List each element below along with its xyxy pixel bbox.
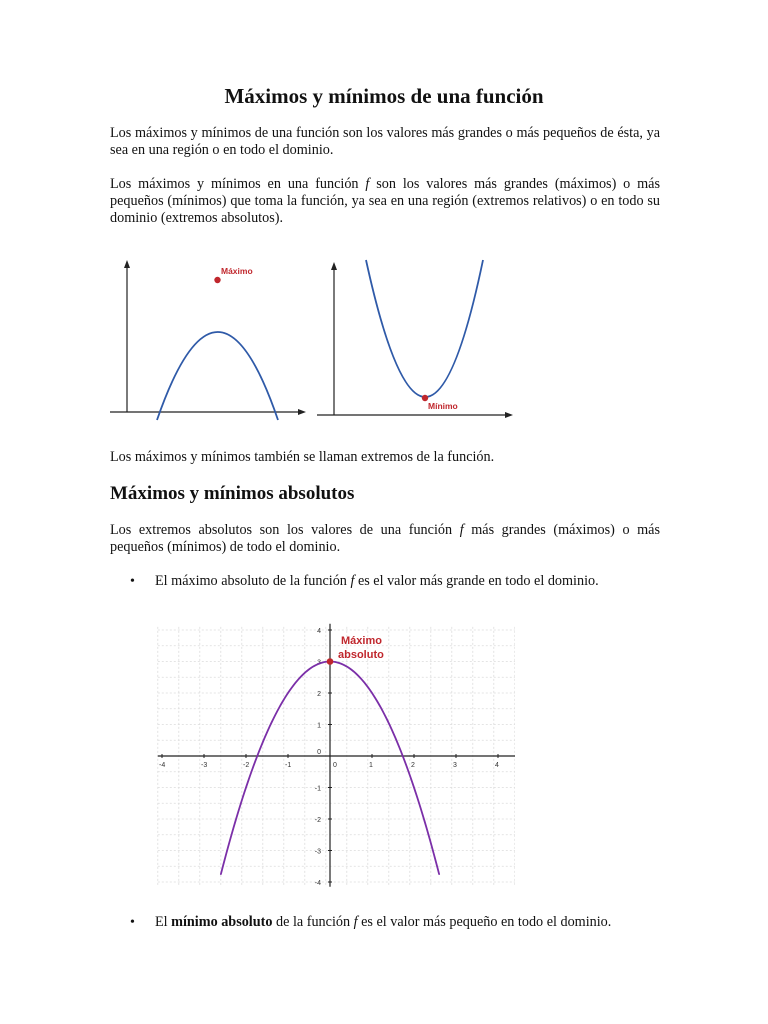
definition-text-b: son los valores más grandes (máximos) o más pequeños (mínimos) que toma la función, ya sea en una región (extremos relativos) o en todo su dominio (extremos absolutos). xyxy=(110,176,660,226)
right-y-arrow xyxy=(331,262,337,270)
bullet-minimo-absoluto xyxy=(130,914,690,934)
extremos-paragraph: Los máximos y mínimos también se llaman extremos de la función. xyxy=(110,449,495,465)
bullet2-text-b: de la función xyxy=(272,914,354,930)
data-point xyxy=(287,692,288,693)
annotation-line1: Máximo xyxy=(341,635,382,647)
y-tick-label: -2 xyxy=(314,817,321,824)
data-point xyxy=(308,669,309,670)
bullet2-bold: mínimo absoluto xyxy=(171,914,273,930)
annotation-line2: absoluto xyxy=(338,649,384,661)
bullet1-text-a: El máximo absoluto de la función xyxy=(155,573,351,589)
bullet-dot: • xyxy=(130,915,135,930)
data-point xyxy=(266,732,267,733)
function-symbol: f xyxy=(353,914,358,930)
bullet-dot: • xyxy=(130,574,135,589)
page-title: Máximos y mínimos de una función xyxy=(224,84,544,108)
bullet-text xyxy=(155,914,611,931)
left-x-arrow xyxy=(298,409,306,415)
bullet2-text-a: El xyxy=(155,914,172,930)
definition-text-a: Los máximos y mínimos en una función xyxy=(110,176,366,192)
right-x-arrow xyxy=(505,412,513,418)
function-symbol: f xyxy=(365,176,370,192)
bullet2-text-c: es el valor más pequeño en todo el dominio. xyxy=(357,914,612,930)
max-min-figure xyxy=(100,252,520,427)
x-tick-label: 4 xyxy=(495,762,499,769)
x-tick-label: -3 xyxy=(201,762,208,769)
y-tick-label: 4 xyxy=(317,628,321,635)
data-point xyxy=(392,732,393,733)
data-point xyxy=(245,787,246,788)
data-point xyxy=(350,669,351,670)
max-label: Máximo xyxy=(221,266,253,276)
section-heading: Máximos y mínimos absolutos xyxy=(110,483,355,504)
x-tick-label: 2 xyxy=(411,762,415,769)
data-point xyxy=(371,692,372,693)
x-tick-label: -1 xyxy=(285,762,292,769)
x-tick-label: 0 xyxy=(333,762,337,769)
absolute-max-point xyxy=(327,658,334,665)
x-tick-label: -4 xyxy=(159,762,166,769)
bullet-text xyxy=(155,573,599,590)
bullet1-text-b: es el valor más grande en todo el dominio. xyxy=(354,573,599,589)
function-symbol: f xyxy=(350,573,355,589)
section-intro-a: Los extremos absolutos son los valores de una función xyxy=(110,522,460,538)
left-y-arrow xyxy=(124,260,130,268)
max-curve xyxy=(157,332,278,420)
x-tick-label: 1 xyxy=(369,762,373,769)
x-tick-label: 3 xyxy=(453,762,457,769)
y-tick-label: 3 xyxy=(317,659,321,667)
intro-paragraph: Los máximos y mínimos de una función son los valores más grandes o más pequeños de ésta, ya sea en una región o en todo el dominio. xyxy=(110,125,660,158)
y-tick-label: 1 xyxy=(317,722,321,730)
min-label: Mínimo xyxy=(428,401,458,411)
data-point xyxy=(413,787,414,788)
section-intro-b: más grandes (máximos) o más pequeños (mínimos) de todo el dominio. xyxy=(110,522,660,555)
function-symbol: f xyxy=(459,522,464,538)
max-point xyxy=(214,277,220,283)
y-tick-label: 0 xyxy=(317,749,321,756)
y-tick-label: 2 xyxy=(317,691,321,698)
data-point xyxy=(220,874,221,875)
section-intro xyxy=(110,522,660,556)
data-point xyxy=(439,874,440,875)
y-tick-label: -4 xyxy=(314,880,321,887)
min-curve xyxy=(366,260,483,397)
x-tick-label: -2 xyxy=(243,762,250,769)
bullet-maximo-absoluto xyxy=(130,573,690,593)
y-tick-label: -3 xyxy=(314,848,321,856)
definition-paragraph xyxy=(110,176,660,227)
absolute-max-chart xyxy=(150,620,515,895)
y-tick-label: -1 xyxy=(314,785,321,793)
